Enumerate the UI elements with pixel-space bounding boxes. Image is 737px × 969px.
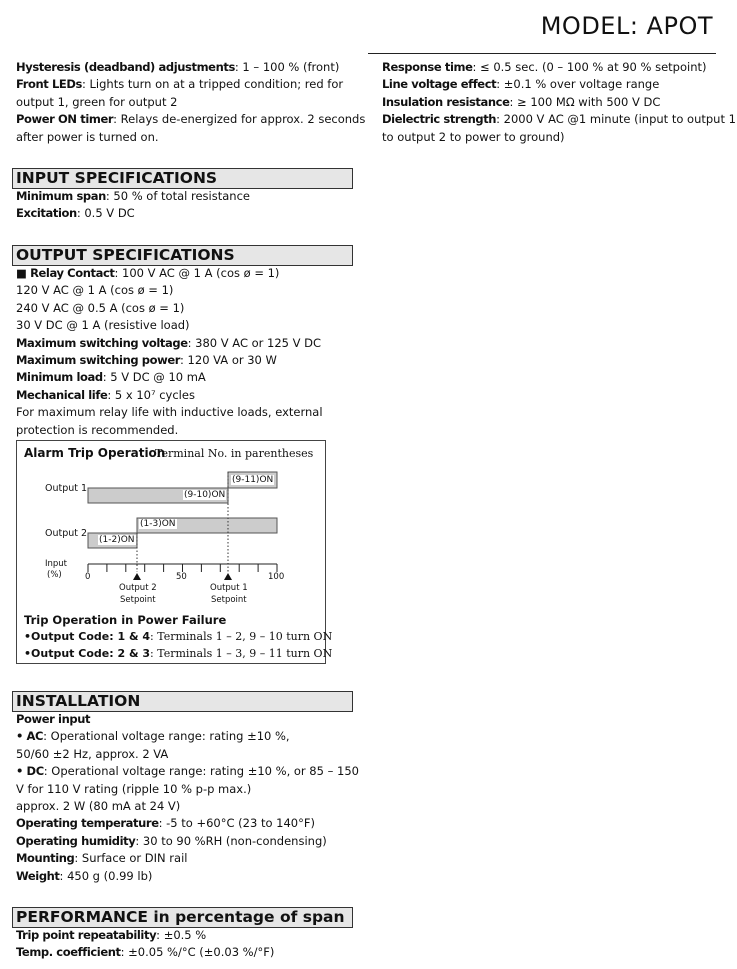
general-specs-right <box>382 59 736 146</box>
output2-high-label: (1-3)ON <box>140 519 176 529</box>
axis-ticks <box>88 564 277 572</box>
spec-value: V for 110 V rating (ripple 10 % p-p max.) <box>16 781 252 796</box>
output1-label: Output 1 <box>45 483 88 494</box>
spec-value: : ≤ 0.5 sec. (0 – 100 % at 90 % setpoint) <box>472 60 707 74</box>
spec-key: Insulation resistance <box>382 94 510 109</box>
spec-key: Dielectric strength <box>382 112 497 127</box>
output2-setpoint-label: Output 2 <box>119 583 157 593</box>
spec-value: to output 2 to power to ground) <box>382 129 565 144</box>
spec-value: : 30 to 90 %RH (non-condensing) <box>135 833 327 848</box>
output2-setpoint-marker <box>133 573 141 580</box>
spec-value: : 50 % of total resistance <box>105 189 250 203</box>
spec-line <box>16 282 323 299</box>
input-axis-label: Input <box>45 559 68 569</box>
spec-key: Line voltage effect <box>382 77 497 92</box>
output2-setpoint-label-2: Setpoint <box>120 595 156 605</box>
spec-key: Excitation <box>16 206 77 221</box>
power-failure-code-2-3: •Output Code: 2 & 3: Terminals 1 – 3, 9 – 11 turn ON <box>24 647 333 660</box>
spec-line <box>382 59 722 76</box>
spec-value: 30 V DC @ 1 A (resistive load) <box>16 318 190 333</box>
spec-line <box>16 369 323 386</box>
output-specs <box>16 265 323 439</box>
spec-value: : 380 V AC or 125 V DC <box>187 335 322 350</box>
spec-line <box>16 927 274 944</box>
spec-line <box>382 94 722 111</box>
power-failure-code-1-4: •Output Code: 1 & 4: Terminals 1 – 2, 9 – 10 turn ON <box>24 630 333 643</box>
spec-value: : 0.5 V DC <box>76 206 135 221</box>
tick-label-100: 100 <box>268 572 285 582</box>
spec-line <box>16 111 366 128</box>
diagram-subtitle: Terminal No. in parentheses <box>155 447 314 460</box>
spec-value: : ±0.1 % over voltage range <box>496 77 660 92</box>
spec-key: Power ON timer <box>16 112 114 127</box>
output-specs-heading: OUTPUT SPECIFICATIONS <box>12 245 353 266</box>
spec-key: Operating humidity <box>16 833 136 848</box>
input-specs-heading: INPUT SPECIFICATIONS <box>12 168 353 189</box>
spec-value: : 120 VA or 30 W <box>180 353 277 368</box>
spec-line <box>16 850 359 867</box>
spec-line <box>16 404 323 421</box>
spec-line <box>16 205 250 222</box>
spec-value: : ±0.05 %/°C (±0.03 %/°F) <box>120 945 275 960</box>
spec-key: ■ Relay Contact <box>16 266 115 280</box>
spec-value: : Surface or DIN rail <box>74 851 188 866</box>
spec-line <box>16 944 274 961</box>
spec-line <box>16 129 356 146</box>
input-axis-unit: (%) <box>47 570 62 580</box>
spec-key: Temp. coefficient <box>16 945 121 960</box>
model-title: MODEL: APOT <box>540 12 713 40</box>
spec-key: Hysteresis (deadband) adjustments <box>16 60 235 74</box>
installation-heading: INSTALLATION <box>12 691 353 712</box>
output1-high-label: (9-11)ON <box>232 475 274 485</box>
spec-key: Mounting <box>16 851 75 866</box>
output1-setpoint-marker <box>224 573 232 580</box>
spec-key: Weight <box>16 868 60 883</box>
spec-key: Minimum span <box>16 189 106 203</box>
spec-line <box>16 746 359 763</box>
power-failure-title: Trip Operation in Power Failure <box>24 613 227 627</box>
spec-line <box>16 317 323 334</box>
spec-line <box>382 111 736 128</box>
output1-low-label: (9-10)ON <box>184 490 226 500</box>
spec-line <box>16 711 359 728</box>
installation-specs <box>16 711 359 885</box>
spec-value: after power is turned on. <box>16 129 159 144</box>
spec-value: : ≥ 100 MΩ with 500 V DC <box>509 94 661 109</box>
spec-key: Power input <box>16 712 91 726</box>
spec-key: Operating temperature <box>16 816 159 831</box>
spec-key: • DC <box>16 764 44 779</box>
alarm-trip-diagram <box>16 440 333 664</box>
spec-value: output 1, green for output 2 <box>16 94 178 109</box>
spec-key: Minimum load <box>16 370 103 385</box>
tick-label-50: 50 <box>176 572 187 582</box>
performance-heading: PERFORMANCE in percentage of span <box>12 907 353 928</box>
spec-key: Maximum switching power <box>16 353 181 368</box>
spec-line <box>16 335 323 352</box>
spec-value: 120 V AC @ 1 A (cos ø = 1) <box>16 283 174 298</box>
spec-line <box>16 781 359 798</box>
spec-line <box>16 868 359 885</box>
output2-label: Output 2 <box>45 528 88 539</box>
spec-value: : 5 x 10⁷ cycles <box>107 387 195 402</box>
spec-line <box>16 76 356 93</box>
spec-value: 240 V AC @ 0.5 A (cos ø = 1) <box>16 300 185 315</box>
spec-value: For maximum relay life with inductive loads, external <box>16 405 323 420</box>
spec-line <box>16 833 359 850</box>
tick-label-0: 0 <box>85 572 91 582</box>
spec-value: : 1 – 100 % (front) <box>234 60 340 74</box>
spec-value: approx. 2 W (80 mA at 24 V) <box>16 799 181 814</box>
output2-low-label: (1-2)ON <box>99 535 135 545</box>
spec-key: Maximum switching voltage <box>16 335 188 350</box>
input-specs <box>16 188 250 223</box>
spec-value: : Operational voltage range: rating ±10 %, or 85 – 150 <box>43 764 359 779</box>
spec-value: : 450 g (0.99 lb) <box>59 868 153 883</box>
performance-specs <box>16 927 274 962</box>
spec-value: : -5 to +60°C (23 to 140°F) <box>158 816 315 831</box>
spec-key: Front LEDs <box>16 77 82 92</box>
spec-key: Response time <box>382 60 473 74</box>
spec-line <box>382 129 722 146</box>
spec-value: : 5 V DC @ 10 mA <box>102 370 206 385</box>
spec-line <box>16 188 250 205</box>
spec-line <box>16 265 323 282</box>
spec-value: : 2000 V AC @1 minute (input to output 1 <box>496 112 736 127</box>
spec-line <box>16 59 356 76</box>
output1-setpoint-label-2: Setpoint <box>211 595 247 605</box>
general-specs-left <box>16 59 366 146</box>
spec-line <box>16 300 323 317</box>
spec-line <box>16 422 323 439</box>
spec-line <box>16 798 359 815</box>
spec-value: : Relays de-energized for approx. 2 seconds <box>113 112 366 127</box>
spec-value: 50/60 ±2 Hz, approx. 2 VA <box>16 746 169 761</box>
title-rule <box>368 53 716 54</box>
spec-line <box>16 728 359 745</box>
spec-value: : ±0.5 % <box>156 928 207 942</box>
spec-line <box>16 815 359 832</box>
spec-line <box>16 387 323 404</box>
spec-value: protection is recommended. <box>16 422 179 437</box>
spec-line <box>16 94 356 111</box>
output1-setpoint-label: Output 1 <box>210 583 248 593</box>
spec-line <box>16 352 323 369</box>
spec-key: Mechanical life <box>16 387 108 402</box>
spec-value: : 100 V AC @ 1 A (cos ø = 1) <box>114 266 280 280</box>
spec-value: : Lights turn on at a tripped condition; red for <box>81 77 344 92</box>
spec-key: • AC <box>16 729 44 744</box>
diagram-title: Alarm Trip Operation <box>24 446 166 460</box>
spec-value: : Operational voltage range: rating ±10 %, <box>43 729 290 744</box>
spec-line <box>382 76 722 93</box>
spec-key: Trip point repeatability <box>16 928 157 942</box>
spec-line <box>16 763 359 780</box>
